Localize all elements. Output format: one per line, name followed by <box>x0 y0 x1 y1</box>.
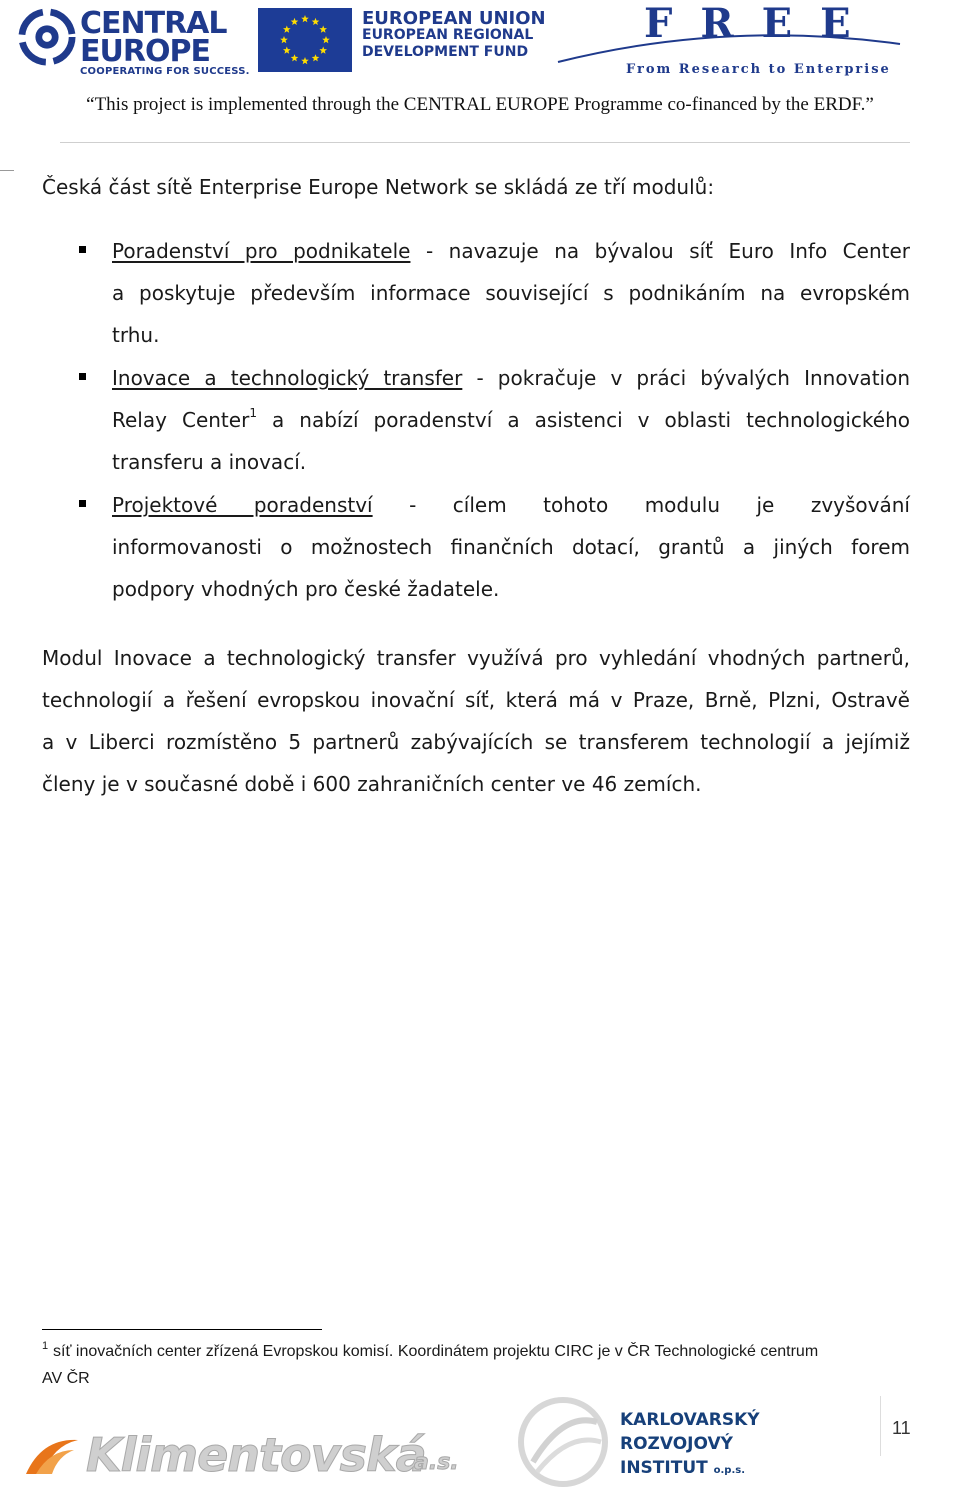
eu-line1: EUROPEAN UNION <box>362 8 546 29</box>
bullet-2-line-1 <box>112 366 910 390</box>
bullet-2-text-2: Relay Center <box>112 408 250 432</box>
paragraph-line-1: Modul Inovace a technologický transfer využívá pro vyhledání vhodných partnerů, <box>42 646 910 670</box>
footnote-number: 1 <box>42 1340 49 1352</box>
paragraph-line-4: členy je v současné době i 600 zahraničních center ve 46 zemích. <box>42 772 702 796</box>
kri-line2: ROZVOJOVÝ <box>620 1434 733 1454</box>
paragraph-line-2: technologií a řešení evropskou inovační síť, která má v Praze, Brně, Plzni, Ostravě <box>42 688 910 712</box>
margin-mark <box>0 170 14 171</box>
bullet-marker-2 <box>79 373 86 380</box>
bullet-2-term: Inovace a technologický transfer <box>112 366 463 390</box>
bullet-3-line-2: informovanosti o možnostech finančních dotací, grantů a jiných forem <box>112 535 910 559</box>
bullet-1-term: Poradenství pro podnikatele <box>112 239 411 263</box>
eu-flag-icon <box>258 8 352 72</box>
bullet-3-line-1 <box>112 493 910 517</box>
free-word: FREE <box>644 0 879 47</box>
free-subtitle: From Research to Enterprise <box>626 62 891 77</box>
kri-logo-text <box>620 1408 760 1483</box>
bullet-2-text-3: a nabízí poradenství a asistenci v oblasti technologického <box>256 408 911 432</box>
kliment-flame-icon <box>22 1434 82 1478</box>
bullet-marker-1 <box>79 246 86 253</box>
central-europe-logo <box>18 6 250 77</box>
kliment-suffix: a.s. <box>414 1450 459 1475</box>
footnote-separator <box>42 1329 322 1330</box>
bullet-1-text-1: - navazuje na bývalou síť Euro Info Center <box>410 239 910 263</box>
bullet-2-line-3: transferu a inovací. <box>112 450 307 474</box>
paragraph-line-3: a v Liberci rozmístěno 5 partnerů zabývajících se transferem technologií a jejímiž <box>42 730 910 754</box>
bullet-marker-3 <box>79 500 86 507</box>
eu-line3: DEVELOPMENT FUND <box>362 44 529 60</box>
kri-line3-wrap <box>620 1456 760 1483</box>
kri-globe-icon <box>513 1392 613 1492</box>
footnote-line-1: síť inovačních center zřízená Evropskou komisí. Koordinátem projektu CIRC je v ČR Technologické centrum <box>53 1343 819 1360</box>
header-divider <box>60 142 910 143</box>
page-number: 11 <box>892 1418 911 1438</box>
kri-line1: KARLOVARSKÝ <box>620 1410 760 1430</box>
bullet-3-term: Projektové poradenství <box>112 493 373 517</box>
eu-text-block <box>362 10 562 61</box>
kliment-wordmark: Klimentovská <box>86 1428 426 1482</box>
kri-line3: INSTITUT <box>620 1458 708 1478</box>
eu-line2: EUROPEAN REGIONAL <box>362 27 534 43</box>
bullet-3-text-1: - cílem tohoto modulu je zvyšování <box>372 493 910 517</box>
bullet-1-line-1 <box>112 239 910 263</box>
kri-ops: o.p.s. <box>713 1465 746 1476</box>
footnote-line-2: AV ČR <box>42 1370 90 1387</box>
bullet-3-line-3: podpory vhodných pro české žadatele. <box>112 577 500 601</box>
free-logo <box>556 0 902 84</box>
klimentovska-logo <box>22 1428 482 1484</box>
bullet-1-line-2: a poskytuje především informace související s podnikáním na evropském <box>112 281 910 305</box>
bullet-2-line-2 <box>112 408 910 432</box>
footnote-ref[interactable]: 1 <box>249 406 257 420</box>
header-cofinance-note: “This project is implemented through the CENTRAL EUROPE Programme co-financed by the ERDF.” <box>86 94 874 115</box>
central-europe-word1: CENTRAL <box>80 6 227 41</box>
bullet-1-line-3: trhu. <box>112 323 160 347</box>
free-swoosh-icon <box>556 26 902 66</box>
intro-sentence: Česká část sítě Enterprise Europe Network se skládá ze tří modulů: <box>42 175 715 199</box>
central-europe-word2: EUROPE <box>80 34 210 69</box>
bullet-2-text-1: - pokračuje v práci bývalých Innovation <box>462 366 910 390</box>
central-europe-mark-icon <box>18 8 76 66</box>
central-europe-tagline: COOPERATING FOR SUCCESS. <box>80 66 250 77</box>
